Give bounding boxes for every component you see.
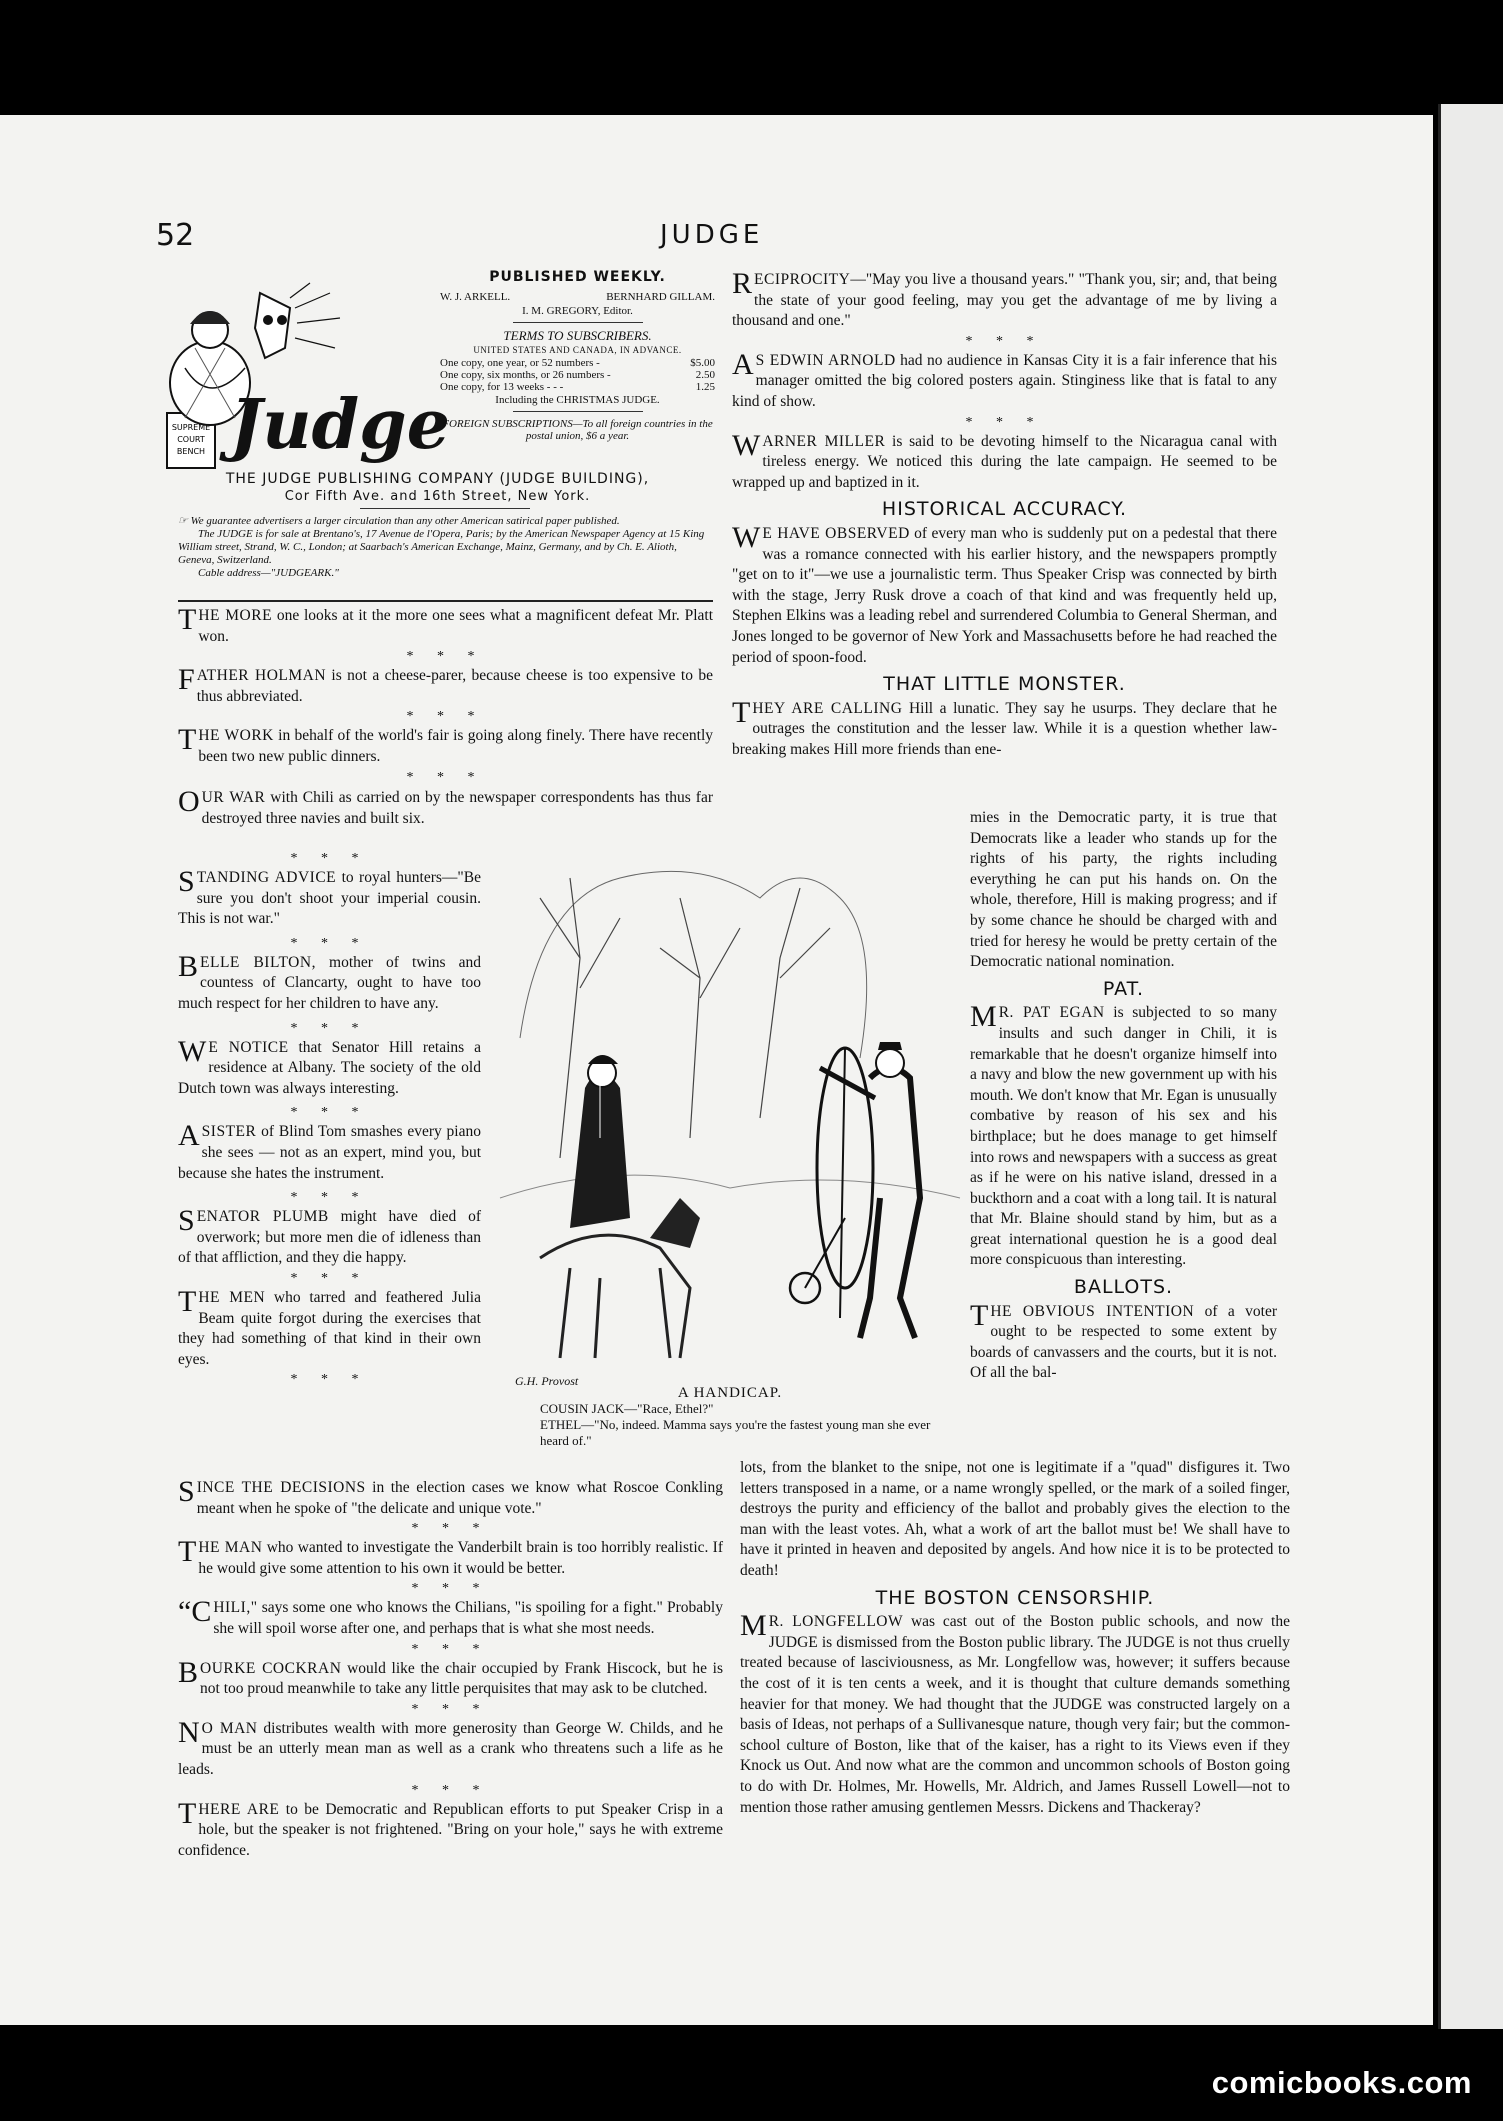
separator-stars: * * * [411, 1641, 490, 1657]
left-column-bottom [178, 1475, 723, 1863]
section-heading-pat: PAT. [1102, 977, 1145, 1000]
masthead [165, 269, 715, 475]
paragraph: OUR WAR with Chili as carried on by the newspaper correspondents has thus far destroyed three navies and built six. [178, 785, 713, 827]
separator-stars: * * * [290, 1372, 369, 1388]
price-row: One copy, six months, or 26 numbers - 2.50 [440, 369, 715, 381]
paragraph: BELLE BILTON, mother of twins and countess of Clancarty, ought to have too much respect for her children to have any. [178, 949, 481, 1012]
circulation-notice: ☞ We guarantee advertisers a larger circulation than any other American satirical paper published. [178, 515, 620, 527]
paragraph: “CHILI," says some one who knows the Chilians, "is spoiling for a fight." Probably she will spoil worse after one, and perhaps that is what she most needs. [178, 1595, 723, 1637]
separator-stars: * * * [290, 851, 369, 866]
watermark: comicbooks.com [1211, 2065, 1472, 2100]
paragraph: STANDING ADVICE to royal hunters—"Be sure you don't shoot your imperial cousin. This is not war." [178, 865, 481, 928]
publisher-address [165, 470, 710, 506]
right-column-bottom [740, 1458, 1290, 1820]
handicap-illustration [500, 838, 960, 1370]
paragraph: SENATOR PLUMB might have died of overwork; but more men die of idleness than of that affliction, and they die happy. [178, 1204, 482, 1267]
illustration-caption [505, 1385, 955, 1449]
left-column-war [178, 785, 713, 831]
separator-stars: * * * [406, 709, 485, 725]
separator-stars: * * * [406, 769, 485, 785]
paragraph: M R. PAT EGAN is subjected to so many insults and such danger in Chili, it is remarkable that he doesn't organize himself into a navy and blow the new government up with his mouth. We don't know that Mr. Egan is unusually combative by reason of his sex and his birthplace; but he does manage to get himself into rows and newspapers with a success as great as if he were on his native island, dressed in a buckthorn and a coat with a long tail. It is natural that Mr. Blaine should stand by him, but as a great international question he is a good deal more conspicuous than interesting. [970, 1000, 1277, 1269]
editors-row [440, 290, 715, 304]
notices [178, 515, 713, 580]
price-row: One copy, one year, or 52 numbers - $5.00 [440, 357, 715, 369]
artist-signature: G.H. Provost [515, 1374, 579, 1388]
section-heading-historical: HISTORICAL ACCURACY. [881, 498, 1128, 521]
christmas-note: Including the CHRISTMAS JUDGE. [495, 394, 660, 406]
logo-wordmark: Judge [230, 385, 450, 465]
section-heading-boston: THE BOSTON CENSORSHIP. [875, 1586, 1155, 1609]
bench-box-line-1: SUPREME [171, 423, 211, 432]
paragraph: W E HAVE OBSERVED of every man who is suddenly put on a pedestal that there was a romance connected with his earlier history, and the newspapers promptly "get on to it"—we use a journalistic term. Thus Speaker Crisp was connected by birth with the stage, Jerry Rusk drove a coach of that kind and was frequently held up, Stephen Elkins was a leading rebel and surrendered Columbia to General Sherman, and Jones longed to be governor of New York and Massachusetts before he had reached the period of spoon-food. [732, 520, 1277, 666]
paragraph: A S EDWIN ARNOLD had no audience in Kansas City it is a fair inference that his manager omitted the big colored posters again. Stinginess like that is fatal to any kind of show. [732, 347, 1277, 410]
paragraph: THERE ARE to be Democratic and Republican efforts to put Speaker Crisp in a hole, but the speaker is not frightened. "Bring on your hole," says he with extreme confidence. [178, 1796, 723, 1859]
separator-stars: * * * [290, 1190, 369, 1206]
caption-line-ethel: ETHEL—"No, indeed. Mamma says you're the fastest young man she ever heard of." [540, 1417, 931, 1448]
paragraph: THE OBVIOUS INTENTION of a voter ought to be respected to some extent by boards of canvassers and the courts, but it is not. Of all the bal- [970, 1298, 1278, 1382]
paragraph: THE MORE one looks at it the more one sees what a magnificent defeat Mr. Platt won. [178, 603, 713, 645]
next-page-edge [1438, 104, 1503, 2029]
editor-gillam: BERNHARD GILLAM. [606, 291, 715, 303]
paragraph-continued: lots, from the blanket to the snipe, not one is legitimate if a "quad" disfigures it. Two letters transposed in a name, or a name wrongly spelled, or the mark of a soiled finger, destroys the purity and efficiency of the ballot and probably gives the election to the man with the least votes. Ah, what a work of art the ballot must be! We shall have to have it printed in heaven and deposited by angels. And how nice it is to be protected to death! [740, 1459, 1290, 1579]
caption-line-jack: COUSIN JACK—"Race, Ethel?" [540, 1401, 714, 1416]
paragraph: RECIPROCITY—"May you live a thousand years." "Thank you, sir; and, that being the state of your good feeling, may you get the advantage of me by living a thousand and one." [732, 267, 1277, 330]
bench-box-line-2: COURT [177, 435, 205, 444]
publication-info [440, 270, 715, 442]
paragraph: W E NOTICE that Senator Hill retains a residence at Albany. The society of the old Dutch town was always interesting. [178, 1034, 481, 1097]
right-column-top [732, 267, 1277, 762]
paragraph: M R. LONGFELLOW was cast out of the Boston public schools, and now the JUDGE is dismissed from the Boston public library. The JUDGE is not thus cruelly treated because of lasciviousness, as Mr. Longfellow was, however; it suffers because the cost of it is ten cents a week, and it is thought that culture demands something heavier for that money. We had thought that the JUDGE was constructed largely on a basis of Ideas, not perhaps of a Sullivanesque nature, though very fair; but the common-school culture of Boston, like that of the kaiser, has a right to its Views even if they Knock us Out. And now what are the common and uncommon schools of Boston going to do with Dr. Holmes, Mr. Howells, Mr. Aldrich, and James Russell Lowell—not to mention those rather amusing gentlemen Messrs. Dickens and Thackeray? [740, 1609, 1290, 1816]
paragraph: THEY ARE CALLING Hill a lunatic. They say he usurps. They declare that he outrages the constitution and the lesser law. While it is a question whether law-breaking makes Hill more friends than ene- [732, 695, 1277, 758]
right-column-narrow [970, 808, 1277, 1386]
judge-logo-illustration [165, 288, 450, 478]
bench-box-line-3: BENCH [176, 447, 206, 456]
editor-arkell: W. J. ARKELL. [440, 291, 511, 303]
left-column-top [178, 603, 714, 787]
page-number: 52 [156, 218, 195, 253]
company-name: THE JUDGE PUBLISHING COMPANY (JUDGE BUILDING), [225, 471, 650, 487]
separator-stars: * * * [411, 1701, 490, 1717]
editor-gregory: I. M. GREGORY, Editor. [522, 305, 633, 317]
separator-stars: * * * [411, 1782, 490, 1798]
paragraph: THE WORK in behalf of the world's fair is going along finely. There have recently been two new public dinners. [178, 723, 713, 765]
running-head: JUDGE [660, 220, 764, 250]
paragraph: A SISTER of Blind Tom smashes every piano she sees — not as an expert, mind you, but because she hates the instrument. [178, 1119, 481, 1182]
section-heading-ballots: BALLOTS. [1073, 1276, 1174, 1299]
separator-stars: * * * [290, 1020, 369, 1036]
separator-stars: * * * [290, 935, 369, 951]
separator-stars: * * * [290, 1105, 369, 1121]
terms-subtitle: UNITED STATES AND CANADA, IN ADVANCE. [473, 345, 682, 355]
caption-title: A HANDICAP. [677, 1385, 783, 1401]
foreign-subscriptions: FOREIGN SUBSCRIPTIONS—To all foreign countries in the postal union, $6 a year. [442, 418, 713, 442]
paragraph: N O MAN distributes wealth with more generosity than George W. Childs, and he must be an utterly mean man as well as a crank who threatens such a life as he leads. [178, 1715, 723, 1778]
separator-stars: * * * [965, 333, 1044, 349]
sale-notice: The JUDGE is for sale at Brentano's, 17 Avenue de l'Opera, Paris; by the American Newspaper Agency at 15 King William street, Strand, W. C., London; at Saarbach's American Exchange, Mainz, Germany, and by Ch. E. Alioth, Geneva, Switzerland. [178, 528, 705, 566]
separator-stars: * * * [290, 1270, 369, 1286]
cable-notice: Cable address—"JUDGEARK." [198, 567, 339, 579]
paragraph: FATHER HOLMAN is not a cheese-parer, because cheese is too expensive to be thus abbreviated. [178, 663, 714, 705]
separator-stars: * * * [965, 414, 1044, 430]
separator-stars: * * * [411, 1521, 490, 1537]
published-weekly: PUBLISHED WEEKLY. [489, 269, 666, 285]
paragraph: BOURKE COCKRAN would like the chair occupied by Frank Hiscock, but he is not too proud meanwhile to take any little perquisites that may ask to be clutched. [178, 1655, 723, 1698]
separator-stars: * * * [406, 649, 485, 665]
separator-stars: * * * [411, 1581, 490, 1597]
section-heading-monster: THAT LITTLE MONSTER. [883, 673, 1126, 696]
paragraph-continued: mies in the Democratic party, it is true that Democrats like a leader who stands up for the rights of his party, the rights including everything he can put his hands on. On the whole, therefore, Hill is making progress; and if by some chance he should be charged with and tried for heresy he would be pretty certain of the Democratic national nomination. [970, 809, 1277, 971]
paragraph: THE MEN who tarred and feathered Julia Beam quite forgot during the exercises that they had something of that kind in their own eyes. [178, 1284, 481, 1368]
left-column-narrow [178, 850, 481, 1389]
paragraph: WARNER MILLER is said to be devoting himself to the Nicaragua canal with tireless energy. We noticed this during the late campaign. He seemed to be wrapped up and baptized in it. [732, 428, 1277, 491]
company-street: Cor Fifth Ave. and 16th Street, New York. [284, 489, 591, 504]
paragraph: SINCE THE DECISIONS in the election cases we know what Roscoe Conkling meant when he spoke of "the delicate and unique vote." [178, 1475, 723, 1517]
price-row: One copy, for 13 weeks - - - 1.25 [440, 381, 715, 393]
terms-title: TERMS TO SUBSCRIBERS. [503, 328, 652, 343]
paragraph: THE MAN who wanted to investigate the Vanderbilt brain is too horribly realistic. If he would give some attention to his own it would be better. [178, 1535, 723, 1577]
